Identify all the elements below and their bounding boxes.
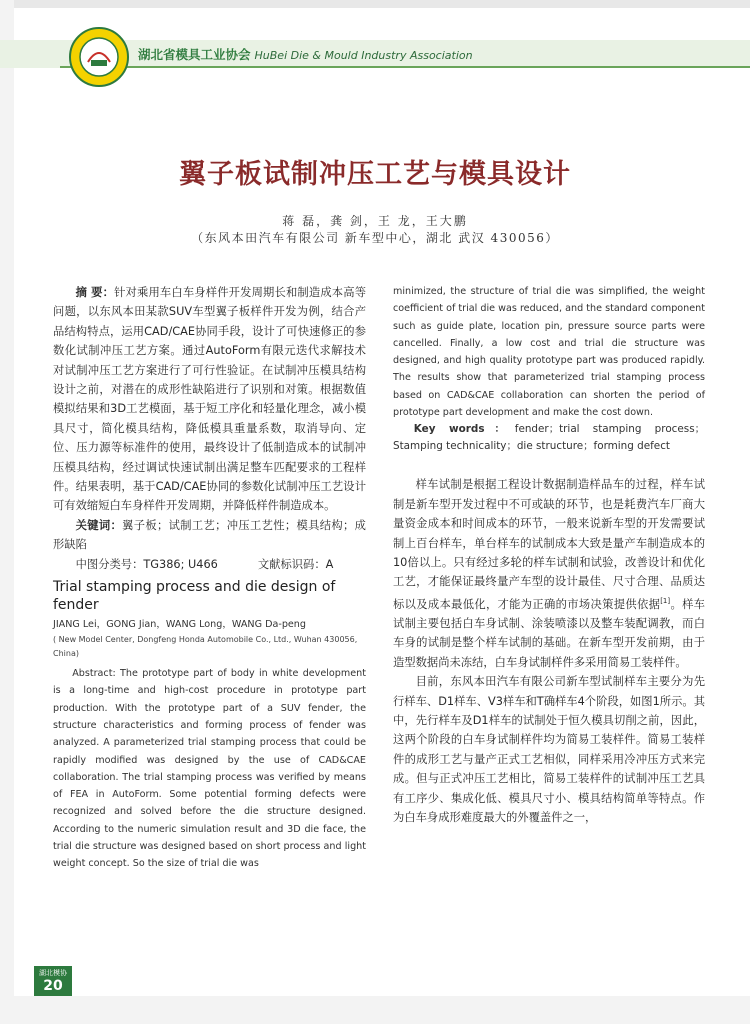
english-affiliation: ( New Model Center, Dongfeng Honda Automobile Co., Ltd., Wuhan 430056, China) bbox=[53, 635, 358, 659]
english-authors: JIANG Lei，GONG Jian，WANG Long，WANG Da-peng bbox=[53, 619, 306, 631]
right-column bbox=[393, 283, 705, 827]
doc-code-value: A bbox=[325, 557, 334, 571]
english-keywords-text: fender；trial stamping process；Stamping technicality；die structure；forming defect bbox=[393, 423, 706, 453]
page-badge bbox=[34, 966, 72, 996]
english-keywords bbox=[393, 421, 705, 455]
top-strip bbox=[0, 0, 750, 8]
page-number: 20 bbox=[43, 978, 63, 994]
left-column bbox=[53, 283, 366, 873]
english-abstract-part1 bbox=[53, 665, 366, 873]
english-abstract-text-left: The prototype part of body in white development is a long-time and high-cost procedure in prototype part production. With the prototype part of a SUV fender, the structure characteristics and forming process of fender was analyzed. A parameterized trial stamping process that could be rapidly modified was designed by the use of CAD&CAE collaboration. The trial stamping process was verified by means of FEA in AutoForm. Some potential forming defects were recognized and solved before the die structure designed. According to the numeric simulation result and 3D die face, the trial die structure was designed based on short process and light weight concept. So the size of trial die was bbox=[53, 668, 366, 870]
english-abstract-label: Abstract: bbox=[72, 668, 116, 680]
body-paragraph-1-a: 样车试制是根据工程设计数据制造样品车的过程，样车试制是新车型开发过程中不可或缺的环节，也是耗费汽车厂商大量资金成本和时间成本的环节，一般来说新车型的开发需要试制上百台样车，单台样车的试制成本大致是量产车制造成本的10倍以上。只有经过多轮的样车试制和试验，改善设计和优化工艺，才能保证最终量产车型的设计最佳、尺寸合理、品质达标以及成本最低化，才能为正确的市场决策提供依据 bbox=[393, 478, 705, 611]
keywords-cn-text: 翼子板；试制工艺；冲压工艺性；模具结构；成形缺陷 bbox=[53, 518, 366, 552]
header-rule bbox=[60, 66, 750, 68]
keywords-cn-label: 关键词： bbox=[75, 518, 123, 532]
abstract-cn bbox=[53, 283, 366, 516]
keywords-cn bbox=[53, 516, 366, 555]
abstract-cn-label: 摘 要： bbox=[75, 286, 115, 299]
body-paragraph-2: 目前，东风本田汽车有限公司新车型试制样车主要分为先行样车、D1样车、V3样车和T确样车4个阶段，如图1所示。其中，先行样车及D1样车的试制处于恒久模具切削之前，因此，这两个阶段的白车身试制样件均为简易工装样件。简易工装样件的成形工艺与量产正式工艺相似，同样采用冷冲压方式来完成。但与正式冲压工艺相比，简易工装样件的试制冲压工艺具有工序少、集成化低、模具尺寸小、模具结构简单等特点。作为白车身成形难度最大的外覆盖件之一， bbox=[393, 675, 705, 825]
association-name-en: HuBei Die & Mould Industry Association bbox=[254, 49, 473, 62]
clc-value: TG386; U466 bbox=[143, 557, 218, 571]
paper-title: 翼子板试制冲压工艺与模具设计 bbox=[179, 159, 571, 190]
association-logo-icon bbox=[68, 26, 130, 88]
citation-ref[interactable]: [1] bbox=[660, 596, 671, 605]
paper-authors: 蒋 磊，龚 剑，王 龙，王大鹏 bbox=[282, 214, 468, 228]
english-keywords-label: Key words： bbox=[413, 423, 515, 436]
bottom-strip bbox=[14, 996, 750, 1024]
association-name-cn: 湖北省模具工业协会 bbox=[138, 47, 251, 62]
journal-label: 湖北模协 bbox=[39, 969, 67, 977]
association-name bbox=[138, 45, 473, 63]
doc-code-label: 文献标识码： bbox=[257, 557, 326, 571]
clc-label: 中图分类号： bbox=[75, 557, 144, 571]
abstract-cn-text: 针对乘用车白车身样件开发周期长和制造成本高等问题，以东风本田某款SUV车型翼子板样件开发为例，结合产品结构特点，运用CAD/CAE协同手段，设计了可快速修正的参数化试制冲压工艺方案。通过AutoForm有限元迭代求解技术对试制冲压工艺方案进行了可行性验证。在试制冲压模具结构设计之前，对潜在的成形性缺陷进行了识别和对策。根据数值模拟结果和3D工艺模面，基于短工序化和轻量化理念，减小模具尺寸，简化模具结构，降低模具重量系数，取消导向、定位、压力源等标准件的使用，最终设计了低制造成本的试制冲压模具结构，经过调试快速试制出满足整车匹配要求的工程样件。结果表明，基于CAD/CAE协同的参数化试制冲压工艺设计可有效缩短白车身样件开发周期，并降低样件制造成本。 bbox=[53, 286, 366, 513]
english-title: Trial stamping process and die design of fender bbox=[53, 579, 336, 614]
english-abstract-part2: minimized, the structure of trial die was simplified, the weight coefficient of trial die was reduced, and the standard component such as guide plate, location pin, pressure source parts were cancelled. Finally, a low cost and trial die structure was designed, and high quality prototype part was produced rapidly. The results show that parameterized trial stamping process based on CAD&CAE collaboration can shorten the period of prototype part development and make the cost down. bbox=[393, 286, 705, 419]
body-paragraph-1-b: 。样车试制主要包括白车身试制、涂装喷漆以及整车装配调教，而白车身的试制是整个样车试制的基础。在新车型开发前期，由于造型数据尚未冻结，白车身试制样件多采用简易工装样件。 bbox=[393, 597, 705, 669]
paper-affiliation: （东风本田汽车有限公司 新车型中心，湖北 武汉 430056） bbox=[191, 231, 559, 245]
body-paragraph-1 bbox=[393, 475, 705, 672]
classification bbox=[53, 555, 366, 574]
